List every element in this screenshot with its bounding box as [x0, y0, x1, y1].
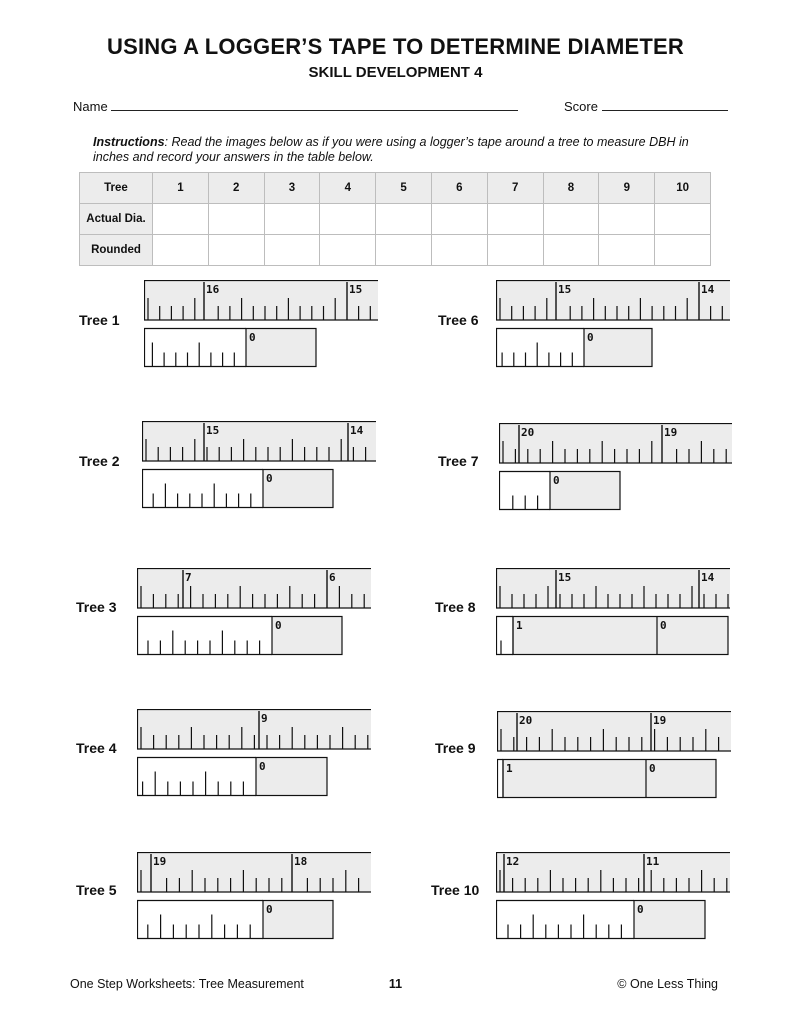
tree-3-tape — [137, 568, 375, 665]
upper-tape — [137, 709, 371, 749]
upper-tape-band — [137, 568, 371, 608]
answer-cell[interactable] — [264, 204, 320, 235]
lower-tape-number: 0 — [275, 619, 282, 632]
upper-tape — [496, 568, 730, 608]
tree-1-label: Tree 1 — [79, 312, 120, 328]
name-field[interactable] — [111, 110, 518, 111]
tape-svg — [499, 423, 736, 515]
upper-tape — [142, 421, 376, 461]
tape-svg — [497, 711, 735, 803]
tree-10-label: Tree 10 — [431, 882, 480, 898]
lower-tape — [497, 760, 716, 798]
tape-svg — [496, 568, 734, 660]
table-header-tree: Tree — [80, 173, 153, 204]
lower-tape — [496, 617, 728, 655]
tree-6-label: Tree 6 — [438, 312, 479, 328]
tape-left-number: 19 — [153, 855, 167, 868]
page-number: 11 — [388, 977, 403, 991]
answer-cell[interactable] — [320, 204, 376, 235]
page-title: USING A LOGGER’S TAPE TO DETERMINE DIAMETER — [107, 34, 684, 59]
answer-cell[interactable] — [431, 204, 487, 235]
tape-left-number: 15 — [558, 571, 572, 584]
lower-tape-box — [256, 758, 327, 796]
tree-5-label: Tree 5 — [76, 882, 117, 898]
tree-8-tape — [496, 568, 734, 665]
tape-right-number: 19 — [653, 714, 667, 727]
answer-cell[interactable] — [153, 235, 209, 266]
table-col-header: 3 — [264, 173, 320, 204]
lower-tape-number: 0 — [249, 331, 256, 344]
tree-3-label: Tree 3 — [76, 599, 117, 615]
lower-tape — [137, 617, 342, 655]
answer-cell[interactable] — [208, 204, 264, 235]
table-header-row — [80, 173, 711, 204]
tree-7-tape — [499, 423, 736, 520]
answer-cell[interactable] — [487, 235, 543, 266]
lower-tape-box — [246, 329, 316, 367]
lower-tape-box — [272, 617, 342, 655]
answer-cell[interactable] — [376, 204, 432, 235]
tree-1-tape — [144, 280, 382, 377]
table-col-header: 6 — [431, 173, 487, 204]
footer-series: One Step Worksheets: Tree Measurement — [70, 977, 304, 991]
answer-cell[interactable] — [264, 235, 320, 266]
answer-cell[interactable] — [655, 204, 711, 235]
upper-tape — [137, 568, 371, 608]
page-subtitle: SKILL DEVELOPMENT 4 — [308, 64, 483, 81]
lower-tape-number: 0 — [587, 331, 594, 344]
tape-right-number: 19 — [664, 426, 678, 439]
instructions — [93, 135, 713, 165]
upper-tape — [137, 852, 371, 892]
tape-right-number: 11 — [646, 855, 660, 868]
lower-tape-box — [263, 470, 333, 508]
upper-tape-band — [496, 568, 730, 608]
score-label: Score — [564, 99, 598, 114]
tree-6-tape — [496, 280, 734, 377]
lower-tape-number: 0 — [660, 619, 667, 632]
tape-svg — [137, 709, 375, 801]
table-col-header: 8 — [543, 173, 599, 204]
row-label-rounded: Rounded — [80, 235, 153, 266]
instructions-lead: Instructions — [93, 135, 165, 149]
score-field[interactable] — [602, 110, 728, 111]
lower-tape-box — [634, 901, 705, 939]
tape-svg — [137, 568, 375, 660]
tape-right-number: 14 — [701, 571, 715, 584]
instructions-text: : Read the images below as if you were using a logger’s tape around a tree to measure DBH in inches and record your answers in the table below. — [93, 135, 689, 164]
tape-right-number: 18 — [294, 855, 308, 868]
lower-tape-box — [513, 617, 728, 655]
lower-tape-box — [503, 760, 716, 798]
tape-svg — [496, 852, 734, 944]
tape-right-number: 15 — [349, 283, 363, 296]
answer-cell[interactable] — [153, 204, 209, 235]
lower-tape-number: 0 — [649, 762, 656, 775]
upper-tape-band — [496, 280, 730, 320]
table-row-actual — [80, 204, 711, 235]
tree-10-tape — [496, 852, 734, 949]
name-label: Name — [73, 99, 108, 114]
tape-svg — [144, 280, 382, 372]
lower-tape-box — [584, 329, 652, 367]
tree-8-label: Tree 8 — [435, 599, 476, 615]
table-col-header: 5 — [376, 173, 432, 204]
lower-tape — [499, 472, 620, 510]
lower-tape-number: 0 — [266, 903, 273, 916]
lower-tape-number: 1 — [516, 619, 523, 632]
lower-tape — [137, 901, 333, 939]
tape-left-number: 20 — [519, 714, 533, 727]
answer-cell[interactable] — [599, 204, 655, 235]
lower-tape — [144, 329, 316, 367]
answer-cell[interactable] — [376, 235, 432, 266]
table-col-header: 4 — [320, 173, 376, 204]
lower-tape — [142, 470, 333, 508]
table-col-header: 10 — [655, 173, 711, 204]
table-col-header: 9 — [599, 173, 655, 204]
answer-cell[interactable] — [599, 235, 655, 266]
upper-tape — [499, 423, 732, 463]
lower-tape — [496, 901, 705, 939]
tree-4-tape — [137, 709, 375, 806]
lower-tape-box — [263, 901, 333, 939]
lower-tape-number: 0 — [266, 472, 273, 485]
upper-tape — [497, 711, 731, 751]
upper-tape — [496, 852, 730, 892]
tape-svg — [137, 852, 375, 944]
table-col-header: 7 — [487, 173, 543, 204]
tape-left-number: 15 — [558, 283, 572, 296]
lower-tape-number: 0 — [553, 474, 560, 487]
tape-left-number: 9 — [261, 712, 268, 725]
tree-2-label: Tree 2 — [79, 453, 120, 469]
answer-cell[interactable] — [487, 204, 543, 235]
answer-cell[interactable] — [655, 235, 711, 266]
tape-left-number: 12 — [506, 855, 520, 868]
tree-2-tape — [142, 421, 380, 518]
upper-tape — [144, 280, 378, 320]
lower-tape — [137, 758, 327, 796]
tree-7-label: Tree 7 — [438, 453, 479, 469]
answer-table — [79, 172, 711, 266]
answer-cell[interactable] — [543, 235, 599, 266]
table-col-header: 1 — [153, 173, 209, 204]
tape-svg — [142, 421, 380, 513]
row-label-actual: Actual Dia. — [80, 204, 153, 235]
lower-tape — [496, 329, 652, 367]
upper-tape-band — [144, 280, 378, 320]
upper-tape — [496, 280, 730, 320]
tape-right-number: 6 — [329, 571, 336, 584]
answer-cell[interactable] — [320, 235, 376, 266]
tree-4-label: Tree 4 — [76, 740, 117, 756]
tree-9-label: Tree 9 — [435, 740, 476, 756]
tape-left-number: 20 — [521, 426, 535, 439]
tape-left-number: 7 — [185, 571, 192, 584]
footer-copyright: © One Less Thing — [617, 977, 718, 991]
lower-tape-number: 1 — [506, 762, 513, 775]
table-col-header: 2 — [208, 173, 264, 204]
answer-cell[interactable] — [208, 235, 264, 266]
table-row-rounded — [80, 235, 711, 266]
answer-cell[interactable] — [543, 204, 599, 235]
tape-svg — [496, 280, 734, 372]
lower-tape-number: 0 — [637, 903, 644, 916]
tree-5-tape — [137, 852, 375, 949]
tape-left-number: 15 — [206, 424, 220, 437]
tape-left-number: 16 — [206, 283, 220, 296]
tree-9-tape — [497, 711, 735, 808]
tape-right-number: 14 — [350, 424, 364, 437]
answer-cell[interactable] — [431, 235, 487, 266]
tape-right-number: 14 — [701, 283, 715, 296]
lower-tape-box — [550, 472, 620, 510]
lower-tape-number: 0 — [259, 760, 266, 773]
upper-tape-band — [137, 852, 371, 892]
